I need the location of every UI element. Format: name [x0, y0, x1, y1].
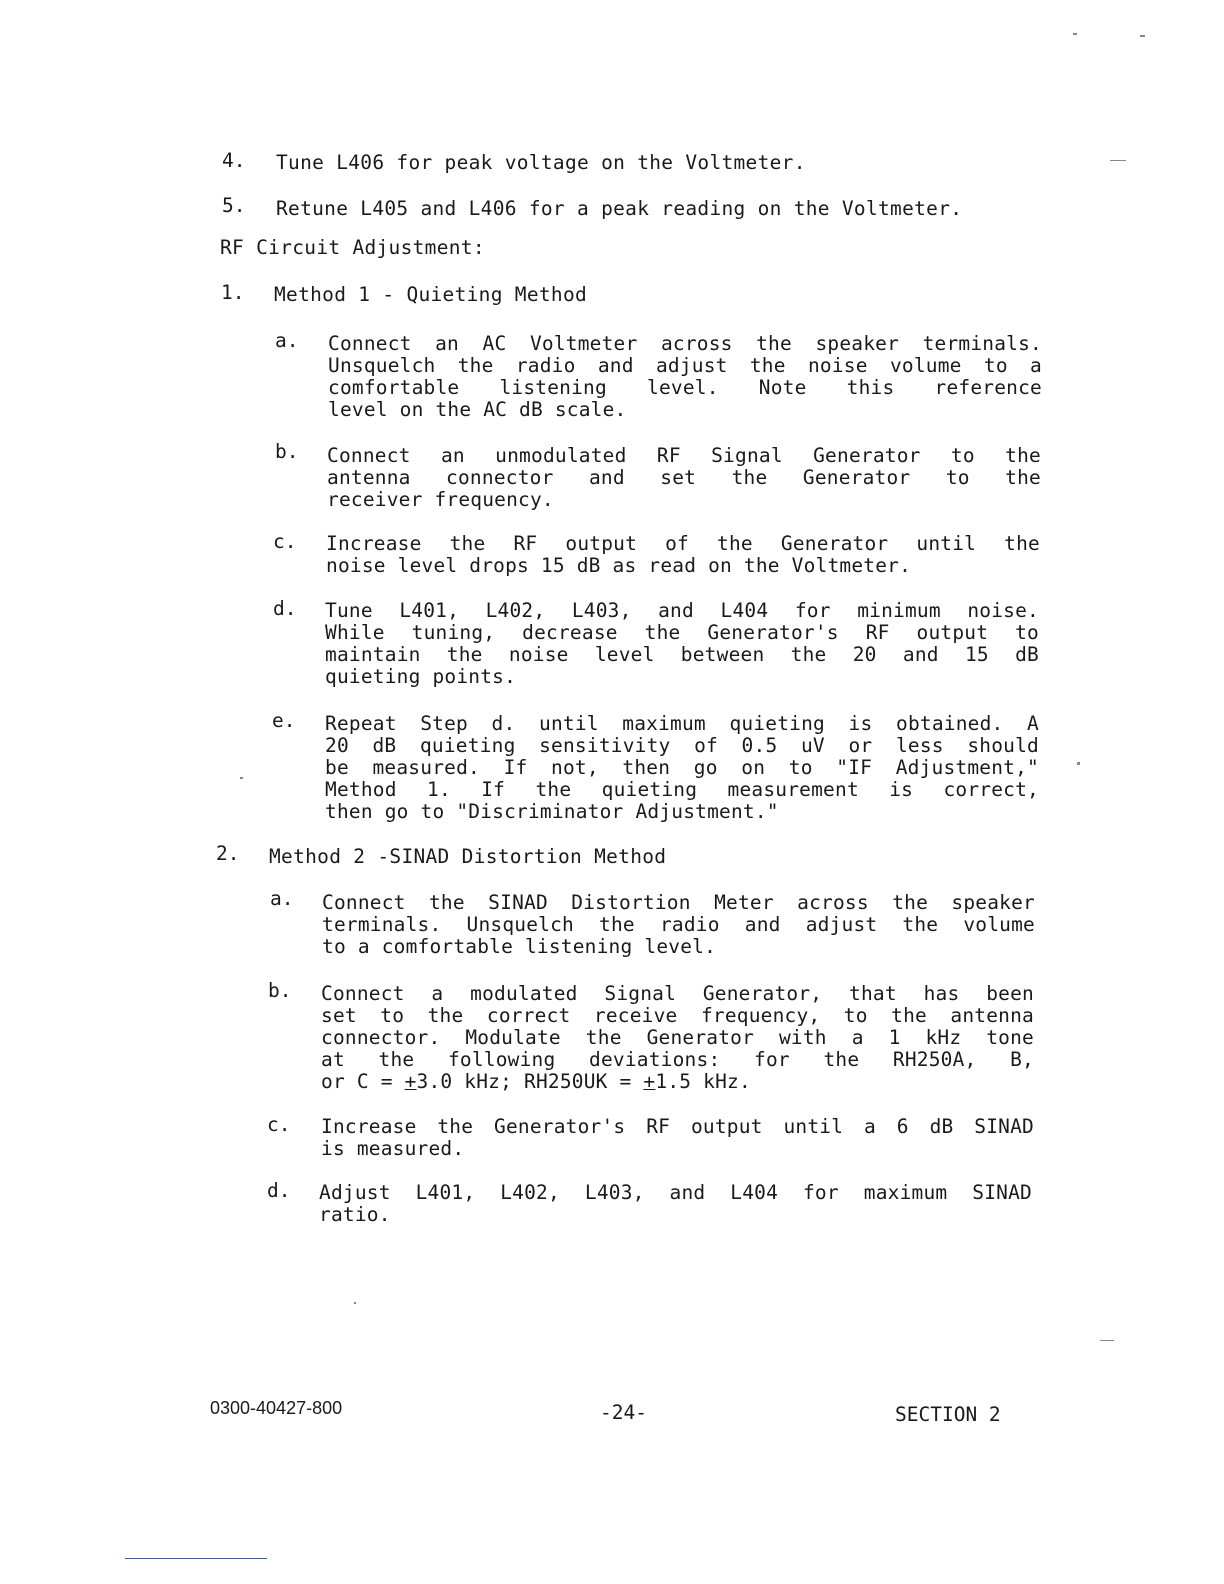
method-1-item-d [325, 600, 1039, 688]
method-2-number: 2. [216, 842, 240, 865]
text-line: Connect an AC Voltmeter across the speaker terminals. [328, 332, 1042, 355]
text-line: at the following deviations: for the RH250A, B, [321, 1048, 1034, 1071]
text-line: Tune L401, L402, L403, and L404 for minimum noise. [325, 599, 1039, 622]
deviation-line [321, 1071, 1034, 1093]
step-5-text: Retune L405 and L406 for a peak reading on the Voltmeter. [276, 197, 963, 220]
text-line: Unsquelch the radio and adjust the noise volume to a [328, 354, 1042, 377]
scan-speck [1110, 160, 1126, 161]
text-line: Connect an unmodulated RF Signal Generator to the [327, 444, 1041, 467]
text-line: Repeat Step d. until maximum quieting is obtained. A [325, 712, 1039, 735]
method-1-number: 1. [221, 281, 245, 304]
scan-speck [354, 1302, 356, 1304]
plus-minus-sign: + [404, 1070, 417, 1093]
text-line: 20 dB quieting sensitivity of 0.5 uV or less should [325, 734, 1039, 757]
method-1-title: Method 1 - Quieting Method [274, 283, 588, 306]
page-number: -24- [600, 1401, 647, 1424]
text-line: Connect a modulated Signal Generator, that has been [321, 982, 1034, 1005]
text-line: Adjust L401, L402, L403, and L404 for maximum SINAD [319, 1181, 1032, 1204]
method-1-item-e [325, 713, 1039, 823]
method-1-item-a [328, 333, 1042, 421]
item-letter: a. [270, 887, 294, 910]
text-line: quieting points. [325, 665, 517, 688]
method-2-title: Method 2 -SINAD Distortion Method [269, 845, 667, 868]
document-number: 0300-40427-800 [210, 1398, 343, 1418]
step-4-number: 4. [222, 149, 246, 172]
text-line: then go to "Discriminator Adjustment." [325, 800, 779, 823]
step-4-text: Tune L406 for peak voltage on the Voltmeter. [276, 151, 806, 174]
text-line: receiver frequency. [327, 488, 554, 511]
text-line: noise level drops 15 dB as read on the Voltmeter. [326, 554, 912, 577]
section-heading: RF Circuit Adjustment: [220, 236, 485, 259]
text-line: maintain the noise level between the 20 and 15 dB [325, 643, 1039, 666]
item-letter: b. [275, 440, 299, 463]
method-1-item-c [326, 533, 1040, 577]
text-line: terminals. Unsquelch the radio and adjust the volume [322, 913, 1035, 936]
scan-speck [1140, 35, 1145, 37]
scan-speck [1073, 33, 1077, 35]
method-2-item-d [319, 1182, 1032, 1226]
text-segment: 3.0 kHz; RH250UK = [416, 1070, 644, 1093]
scan-speck [1077, 762, 1080, 765]
text-segment: 1.5 kHz. [655, 1070, 751, 1093]
section-label: SECTION 2 [895, 1403, 1001, 1426]
scan-speck [240, 777, 243, 779]
text-line: set to the correct receive frequency, to the antenna [321, 1004, 1034, 1027]
item-letter: a. [275, 329, 299, 352]
scan-speck [1100, 1340, 1114, 1341]
item-letter: d. [267, 1179, 291, 1202]
item-letter: e. [272, 709, 296, 732]
text-line: level on the AC dB scale. [328, 398, 627, 421]
text-line: ratio. [319, 1203, 391, 1226]
method-2-item-a [322, 892, 1035, 958]
text-line: is measured. [321, 1137, 465, 1160]
plus-minus-sign: + [643, 1070, 656, 1093]
text-line: connector. Modulate the Generator with a 1 kHz tone [321, 1026, 1034, 1049]
item-letter: c. [267, 1113, 291, 1136]
item-letter: d. [273, 597, 297, 620]
item-letter: b. [268, 979, 292, 1002]
scan-speck [125, 1558, 267, 1559]
method-2-item-b [321, 983, 1034, 1093]
text-line: Connect the SINAD Distortion Meter across the speaker [322, 891, 1035, 914]
text-line: be measured. If not, then go on to "IF Adjustment," [325, 756, 1039, 779]
text-line: While tuning, decrease the Generator's RF output to [325, 621, 1039, 644]
text-line: antenna connector and set the Generator to the [327, 466, 1041, 489]
method-1-item-b [327, 445, 1041, 511]
text-segment: or C = [321, 1070, 405, 1093]
text-line: Increase the RF output of the Generator until the [326, 532, 1040, 555]
text-line: Increase the Generator's RF output until a 6 dB SINAD [321, 1115, 1034, 1138]
item-letter: c. [273, 530, 297, 553]
text-line: to a comfortable listening level. [322, 935, 717, 958]
step-5-number: 5. [222, 194, 246, 217]
text-line: Method 1. If the quieting measurement is correct, [325, 778, 1039, 801]
method-2-item-c [321, 1116, 1034, 1160]
text-line: comfortable listening level. Note this reference [328, 376, 1042, 399]
